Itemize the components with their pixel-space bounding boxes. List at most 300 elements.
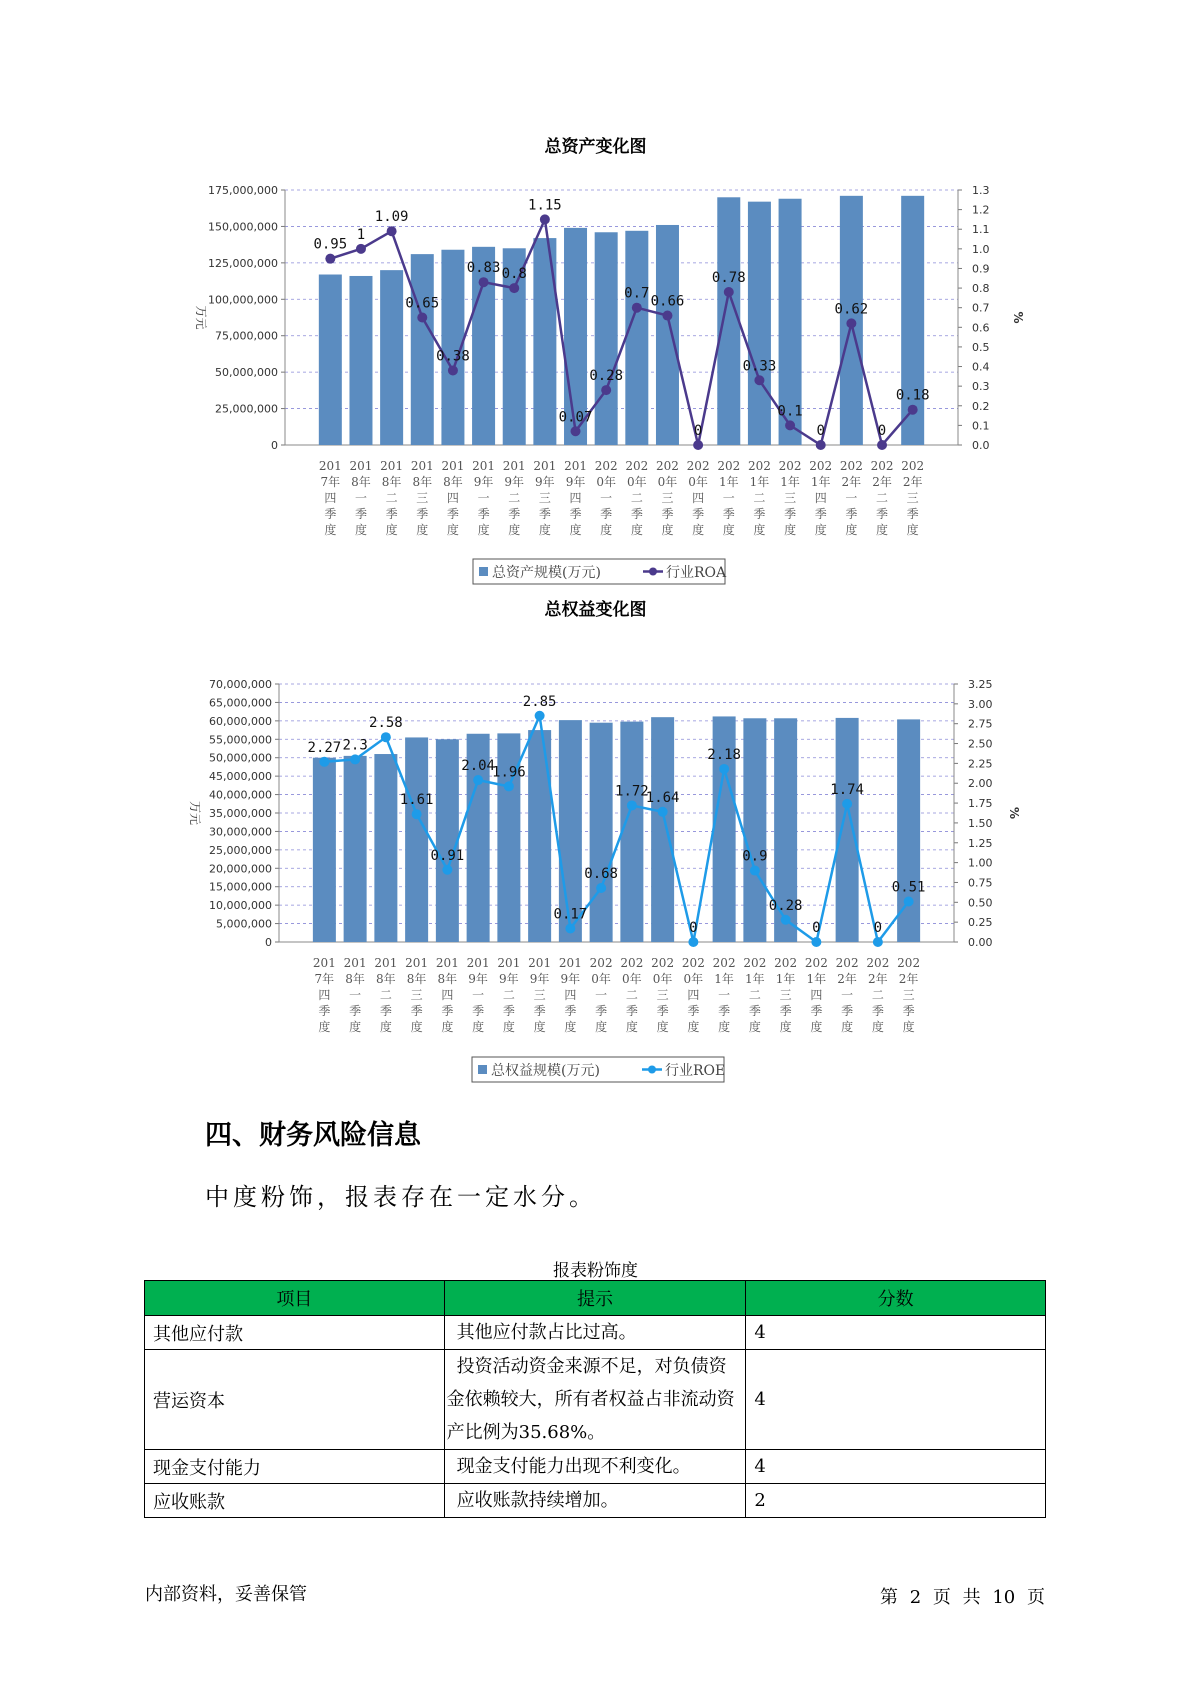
y2-tick-label: 1.3 xyxy=(972,184,990,197)
x-tick-label: 季 xyxy=(441,1004,454,1018)
x-tick-label: 度 xyxy=(722,523,735,537)
x-tick-label: 202 xyxy=(743,956,767,970)
line-point xyxy=(750,866,760,876)
x-tick-label: 季 xyxy=(477,507,490,521)
x-tick-label: 一 xyxy=(349,988,362,1002)
legend-bar-swatch xyxy=(478,1065,487,1074)
x-tick-label: 度 xyxy=(595,1020,608,1034)
x-tick-label: 度 xyxy=(718,1020,731,1034)
x-tick-label: 度 xyxy=(876,523,889,537)
x-tick-label: 二 xyxy=(630,491,643,505)
x-tick-label: 202 xyxy=(681,956,705,970)
x-tick-label: 季 xyxy=(871,1004,884,1018)
x-tick-label: 9年 xyxy=(529,972,550,986)
y2-tick-label: 0.9 xyxy=(972,262,990,276)
x-tick-label: 度 xyxy=(656,1020,669,1034)
row-score: 4 xyxy=(746,1450,1046,1484)
line-point xyxy=(509,283,519,293)
x-tick-label: 一 xyxy=(722,491,735,505)
legend xyxy=(472,1057,725,1082)
x-tick-label: 202 xyxy=(656,459,679,473)
x-tick-label: 202 xyxy=(897,956,921,970)
x-tick-label: 度 xyxy=(841,1020,854,1034)
data-label: 0.65 xyxy=(405,295,440,312)
bar xyxy=(472,247,495,445)
x-tick-label: 度 xyxy=(416,523,429,537)
x-tick-label: 1年 xyxy=(810,475,831,489)
legend xyxy=(473,559,727,584)
x-tick-label: 8年 xyxy=(443,475,463,489)
y-tick-label: 0 xyxy=(271,439,278,452)
y-tick-label: 50,000,000 xyxy=(209,751,272,765)
x-tick-label: 2年 xyxy=(841,475,862,489)
y2-tick-label: 2.50 xyxy=(968,737,993,751)
y2-tick-label: 0.50 xyxy=(968,896,993,910)
bar xyxy=(349,276,372,445)
x-tick-label: 度 xyxy=(810,1020,823,1034)
x-tick-label: 8年 xyxy=(345,972,365,986)
x-tick-label: 202 xyxy=(651,956,675,970)
line-point xyxy=(381,732,391,742)
x-tick-label: 度 xyxy=(564,1020,577,1034)
data-label: 0.9 xyxy=(742,848,768,865)
x-tick-label: 0年 xyxy=(627,475,647,489)
x-tick-label: 季 xyxy=(410,1004,423,1018)
line-point xyxy=(662,311,672,321)
x-tick-label: 二 xyxy=(748,988,761,1002)
x-tick-label: 0年 xyxy=(652,972,673,986)
row-hint: 其他应付款占比过高。 xyxy=(444,1316,746,1350)
x-tick-label: 二 xyxy=(753,491,766,505)
x-tick-label: 四 xyxy=(687,988,700,1002)
x-tick-label: 度 xyxy=(748,1020,761,1034)
x-tick-label: 8年 xyxy=(412,475,433,489)
x-tick-label: 度 xyxy=(502,1020,515,1034)
risk-summary: 中度粉饰，报表存在一定水分。 xyxy=(205,1183,597,1211)
x-tick-label: 202 xyxy=(717,459,741,473)
data-label: 0.28 xyxy=(589,368,624,385)
line-point xyxy=(877,440,887,450)
line-point xyxy=(873,937,883,947)
line-point xyxy=(565,924,575,934)
line-point xyxy=(904,897,914,907)
x-tick-label: 202 xyxy=(901,459,925,473)
x-tick-label: 201 xyxy=(441,459,465,473)
x-tick-label: 9年 xyxy=(565,475,586,489)
line-point xyxy=(719,764,729,774)
y2-tick-label: 2.00 xyxy=(968,777,993,791)
x-tick-label: 9年 xyxy=(560,972,581,986)
data-label: 0.38 xyxy=(436,348,470,365)
y2-tick-label: 0.7 xyxy=(972,301,990,315)
x-tick-label: 四 xyxy=(324,491,337,505)
x-tick-label: 一 xyxy=(841,988,854,1002)
x-tick-label: 202 xyxy=(625,459,649,473)
x-tick-label: 三 xyxy=(906,491,919,505)
x-tick-label: 202 xyxy=(870,459,894,473)
bar xyxy=(405,737,428,942)
x-tick-label: 三 xyxy=(902,988,915,1002)
x-tick-label: 0年 xyxy=(596,475,616,489)
y-tick-label: 25,000,000 xyxy=(215,402,278,416)
x-tick-label: 度 xyxy=(600,523,613,537)
line-point xyxy=(535,711,545,721)
y-tick-label: 125,000,000 xyxy=(208,256,278,270)
x-tick-label: 度 xyxy=(477,523,490,537)
bar xyxy=(836,718,859,942)
y-tick-label: 75,000,000 xyxy=(215,329,278,343)
x-tick-label: 二 xyxy=(379,988,392,1002)
x-tick-label: 季 xyxy=(472,1004,485,1018)
x-tick-label: 季 xyxy=(564,1004,577,1018)
x-tick-label: 季 xyxy=(810,1004,823,1018)
chart-title-total-assets: 总资产变化图 xyxy=(544,137,647,157)
footer-page-number: 第 2 页 共 10 页 xyxy=(880,1587,1045,1608)
y-tick-label: 70,000,000 xyxy=(209,678,272,691)
data-label: 2.3 xyxy=(342,737,368,754)
x-tick-label: 7年 xyxy=(320,475,341,489)
x-tick-label: 9年 xyxy=(504,475,525,489)
x-tick-label: 季 xyxy=(385,507,398,521)
line-point xyxy=(387,226,397,236)
section-heading: 四、财务风险信息 xyxy=(205,1120,421,1151)
x-tick-label: 二 xyxy=(876,491,889,505)
x-tick-label: 四 xyxy=(564,988,577,1002)
x-tick-label: 度 xyxy=(324,523,337,537)
x-tick-label: 四 xyxy=(446,491,459,505)
y2-tick-label: 1.2 xyxy=(972,203,990,217)
x-tick-label: 一 xyxy=(477,491,490,505)
bar xyxy=(748,202,771,445)
x-tick-label: 度 xyxy=(385,523,398,537)
x-tick-label: 季 xyxy=(508,507,521,521)
data-label: 0 xyxy=(816,423,825,439)
y-tick-label: 10,000,000 xyxy=(209,899,272,913)
y2-tick-label: 1.0 xyxy=(972,242,990,256)
y2-tick-label: 0.1 xyxy=(972,419,990,433)
row-item: 应收账款 xyxy=(145,1484,445,1518)
bar xyxy=(595,232,618,445)
x-tick-label: 二 xyxy=(871,988,884,1002)
x-tick-label: 8年 xyxy=(437,972,458,986)
data-label: 0 xyxy=(873,920,883,936)
line-point xyxy=(908,405,918,415)
data-label: 0.51 xyxy=(891,879,926,896)
x-tick-label: 9年 xyxy=(499,972,519,986)
y-tick-label: 45,000,000 xyxy=(209,770,272,784)
x-tick-label: 季 xyxy=(687,1004,700,1018)
line-point xyxy=(754,375,764,385)
x-tick-label: 季 xyxy=(318,1004,331,1018)
x-tick-label: 三 xyxy=(538,491,551,505)
bar xyxy=(620,722,643,942)
bar xyxy=(344,756,367,942)
x-tick-label: 季 xyxy=(902,1004,915,1018)
table-row xyxy=(145,1316,1046,1350)
x-tick-label: 度 xyxy=(569,523,582,537)
x-tick-label: 度 xyxy=(687,1020,700,1034)
data-label: 0.17 xyxy=(553,906,588,923)
y-tick-label: 15,000,000 xyxy=(209,880,272,894)
data-label: 0.28 xyxy=(768,897,803,914)
x-tick-label: 202 xyxy=(778,459,802,473)
bar xyxy=(625,231,648,445)
row-item: 现金支付能力 xyxy=(145,1450,445,1484)
line-point xyxy=(596,883,606,893)
line-point xyxy=(325,254,335,264)
line-point xyxy=(781,915,791,925)
y-tick-label: 150,000,000 xyxy=(208,220,278,234)
x-tick-label: 度 xyxy=(625,1020,638,1034)
x-tick-label: 8年 xyxy=(351,475,371,489)
x-tick-label: 度 xyxy=(349,1020,362,1034)
x-tick-label: 季 xyxy=(625,1004,638,1018)
x-tick-label: 三 xyxy=(656,988,669,1002)
x-tick-label: 度 xyxy=(533,1020,546,1034)
x-tick-label: 1年 xyxy=(775,972,796,986)
bar xyxy=(651,717,674,942)
x-tick-label: 季 xyxy=(379,1004,392,1018)
line-point xyxy=(504,781,514,791)
x-tick-label: 202 xyxy=(712,956,736,970)
row-item: 其他应付款 xyxy=(145,1316,445,1350)
x-tick-label: 季 xyxy=(779,1004,792,1018)
line-point xyxy=(688,937,698,947)
y2-tick-label: 0.6 xyxy=(972,321,990,335)
x-tick-label: 四 xyxy=(441,988,454,1002)
x-tick-label: 三 xyxy=(661,491,674,505)
y2-tick-label: 0.2 xyxy=(972,399,990,413)
y2-tick-label: 0.75 xyxy=(968,876,993,890)
x-tick-label: 8年 xyxy=(406,972,427,986)
x-tick-label: 201 xyxy=(318,459,342,473)
x-tick-label: 度 xyxy=(441,1020,454,1034)
x-tick-label: 度 xyxy=(379,1020,392,1034)
x-tick-label: 9年 xyxy=(468,972,488,986)
x-tick-label: 度 xyxy=(630,523,643,537)
x-tick-label: 0年 xyxy=(683,972,704,986)
x-tick-label: 三 xyxy=(416,491,429,505)
footer-confidential: 内部资料，妥善保管 xyxy=(145,1584,307,1605)
y2-tick-label: 3.25 xyxy=(968,678,993,691)
legend-bar-label: 总资产规模(万元) xyxy=(492,565,601,581)
x-tick-label: 201 xyxy=(380,459,404,473)
x-tick-label: 三 xyxy=(533,988,546,1002)
data-label: 0.91 xyxy=(430,847,465,864)
x-tick-label: 202 xyxy=(809,459,833,473)
x-tick-label: 度 xyxy=(814,523,827,537)
data-label: 0 xyxy=(812,920,821,936)
bar xyxy=(374,754,397,942)
x-tick-label: 四 xyxy=(569,491,582,505)
y2-tick-label: 1.50 xyxy=(968,816,993,830)
data-label: 0.18 xyxy=(895,387,930,404)
x-tick-label: 季 xyxy=(692,507,705,521)
line-point xyxy=(816,440,826,450)
bar xyxy=(411,254,434,445)
x-tick-label: 度 xyxy=(871,1020,884,1034)
x-tick-label: 度 xyxy=(354,523,367,537)
x-tick-label: 202 xyxy=(866,956,890,970)
bar xyxy=(717,197,740,445)
x-tick-label: 一 xyxy=(595,988,608,1002)
x-tick-label: 季 xyxy=(722,507,735,521)
x-tick-label: 1年 xyxy=(806,972,827,986)
bar xyxy=(656,225,679,445)
y-tick-label: 175,000,000 xyxy=(208,184,278,197)
y-tick-label: 55,000,000 xyxy=(209,733,272,747)
x-tick-label: 2年 xyxy=(868,972,888,986)
data-label: 1.64 xyxy=(645,789,680,806)
x-tick-label: 季 xyxy=(656,1004,669,1018)
data-label: 0.68 xyxy=(584,866,618,883)
legend-line-label: 行业ROA xyxy=(666,565,727,581)
table-row xyxy=(145,1484,1046,1518)
x-tick-label: 一 xyxy=(600,491,613,505)
x-tick-label: 202 xyxy=(774,956,798,970)
legend-line-marker xyxy=(649,568,657,576)
x-tick-label: 季 xyxy=(502,1004,515,1018)
line-point xyxy=(693,440,703,450)
x-tick-label: 季 xyxy=(600,507,613,521)
y2-axis-title: % xyxy=(1011,311,1025,324)
bar xyxy=(743,718,766,942)
total-assets-chart xyxy=(0,170,1191,620)
y-axis-title: 万元 xyxy=(188,800,202,826)
x-tick-label: 四 xyxy=(692,491,705,505)
bar xyxy=(436,739,459,942)
legend-line-marker xyxy=(648,1066,656,1074)
data-label: 2.27 xyxy=(307,739,342,756)
x-tick-label: 度 xyxy=(508,523,521,537)
x-tick-label: 1年 xyxy=(749,475,770,489)
x-tick-label: 1年 xyxy=(780,475,800,489)
x-tick-label: 201 xyxy=(312,956,336,970)
x-tick-label: 季 xyxy=(324,507,337,521)
x-tick-label: 1年 xyxy=(745,972,765,986)
bar xyxy=(528,730,551,942)
x-tick-label: 度 xyxy=(779,1020,792,1034)
data-label: 1.96 xyxy=(492,764,526,781)
x-tick-label: 度 xyxy=(784,523,797,537)
x-tick-label: 202 xyxy=(594,459,618,473)
line-point xyxy=(601,385,611,395)
x-tick-label: 202 xyxy=(747,459,771,473)
y2-tick-label: 3.00 xyxy=(968,697,993,711)
total-equity-chart xyxy=(0,625,1191,1079)
line-point xyxy=(479,277,489,287)
x-tick-label: 一 xyxy=(354,491,367,505)
y2-tick-label: 0.8 xyxy=(972,282,990,296)
y-tick-label: 0 xyxy=(265,936,272,949)
x-tick-label: 201 xyxy=(374,956,398,970)
data-label: 0.62 xyxy=(834,301,869,318)
x-tick-label: 201 xyxy=(410,459,434,473)
line-point xyxy=(842,799,852,809)
table-header-row xyxy=(145,1281,1046,1316)
line-point xyxy=(632,303,642,313)
line-point xyxy=(540,214,550,224)
legend-bar-label: 总权益规模(万元) xyxy=(491,1063,600,1079)
bar xyxy=(319,275,342,445)
line-point xyxy=(627,800,637,810)
x-tick-label: 1年 xyxy=(718,475,739,489)
y2-tick-label: 0.5 xyxy=(972,340,990,354)
data-label: 1.61 xyxy=(399,792,434,809)
data-label: 0.8 xyxy=(501,266,527,283)
line-point xyxy=(319,757,329,767)
x-tick-label: 三 xyxy=(410,988,423,1002)
bar xyxy=(313,758,336,942)
y-tick-label: 20,000,000 xyxy=(209,862,272,876)
bar xyxy=(380,270,403,445)
data-label: 1 xyxy=(356,226,366,243)
x-tick-label: 0年 xyxy=(622,972,642,986)
data-label: 1.72 xyxy=(615,783,649,800)
x-tick-label: 1年 xyxy=(714,972,734,986)
row-hint: 现金支付能力出现不利变化。 xyxy=(444,1450,746,1484)
x-tick-label: 四 xyxy=(810,988,823,1002)
x-tick-label: 201 xyxy=(435,956,459,970)
y2-tick-label: 1.75 xyxy=(968,797,993,811)
x-tick-label: 季 xyxy=(446,507,459,521)
x-tick-label: 度 xyxy=(845,523,858,537)
line-point xyxy=(785,420,795,430)
x-tick-label: 8年 xyxy=(381,475,402,489)
y-axis-title: 万元 xyxy=(194,305,208,330)
x-tick-label: 季 xyxy=(630,507,643,521)
data-label: 2.85 xyxy=(522,693,557,710)
line-point xyxy=(412,809,422,819)
x-tick-label: 度 xyxy=(410,1020,423,1034)
data-label: 0.95 xyxy=(313,236,348,253)
x-tick-label: 一 xyxy=(472,988,485,1002)
data-label: 0 xyxy=(877,423,887,439)
x-tick-label: 9年 xyxy=(473,475,494,489)
y-tick-label: 30,000,000 xyxy=(209,825,272,839)
data-label: 0.78 xyxy=(711,270,746,286)
x-tick-label: 201 xyxy=(502,459,526,473)
x-tick-label: 202 xyxy=(835,956,859,970)
x-tick-label: 202 xyxy=(839,459,863,473)
x-tick-label: 一 xyxy=(845,491,858,505)
x-tick-label: 度 xyxy=(661,523,674,537)
y-tick-label: 50,000,000 xyxy=(215,366,278,380)
x-tick-label: 季 xyxy=(906,507,919,521)
table-row xyxy=(145,1450,1046,1484)
line-point xyxy=(350,754,360,764)
data-label: 2.04 xyxy=(461,758,495,775)
x-tick-label: 8年 xyxy=(376,972,396,986)
x-tick-label: 201 xyxy=(472,459,496,473)
row-item: 营运资本 xyxy=(145,1350,445,1450)
x-tick-label: 季 xyxy=(845,507,858,521)
x-tick-label: 三 xyxy=(784,491,797,505)
x-tick-label: 2年 xyxy=(837,972,857,986)
x-tick-label: 季 xyxy=(814,507,827,521)
x-tick-label: 201 xyxy=(497,956,521,970)
x-tick-label: 202 xyxy=(589,956,613,970)
x-tick-label: 201 xyxy=(405,956,429,970)
legend-line-label: 行业ROE xyxy=(665,1063,726,1079)
x-tick-label: 201 xyxy=(343,956,367,970)
y2-tick-label: 0.4 xyxy=(972,360,990,374)
x-tick-label: 9年 xyxy=(535,475,555,489)
y2-axis-title: % xyxy=(1007,806,1021,820)
x-tick-label: 季 xyxy=(876,507,889,521)
x-tick-label: 0年 xyxy=(591,972,611,986)
y2-tick-label: 2.75 xyxy=(968,717,993,731)
